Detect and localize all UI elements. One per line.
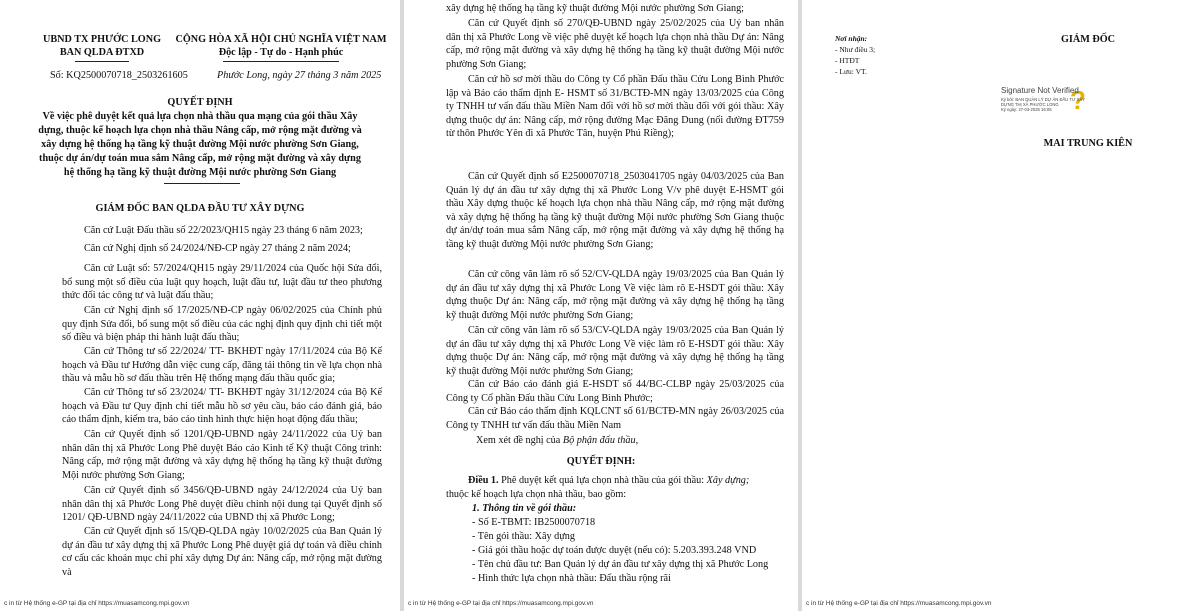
page-footer: c in từ Hệ thống e-GP tại địa chỉ https://muasamcong.mpi.gov.vn — [806, 600, 992, 607]
legal-basis-16: Căn cứ Báo cáo thẩm định KQLCNT số 61/BCTĐ-MN ngày 26/03/2025 của Công ty TNHH tư vấn đấu thầu Miền Nam — [446, 406, 784, 431]
legal-basis-6: Căn cứ Thông tư số 23/2024/ TT- BKHĐT ngày 31/12/2024 của Bộ Kế hoạch và Đầu tư Quy định chi tiết mẫu hồ sơ yêu cầu, báo cáo đánh giá, báo cáo thẩm định, kiểm tra, báo cáo tình hình thực hiện hoạt động đấu thầu; — [62, 387, 382, 426]
article-1: Điều 1. Phê duyệt kết quả lựa chọn nhà thầu của gói thầu: Xây dựng; — [468, 475, 750, 486]
legal-basis-13: Căn cứ công văn làm rõ số 52/CV-QLDA ngày 19/03/2025 của Ban Quản lý dự án đầu tư xây dựng thị xã Phước Long Về việc làm rõ E-HSDT gói thầu: Xây dựng thuộc Dự án: Nâng cấp, mở rộng mặt đường và xây dựng hệ thống hạ tầng kỹ thuật đường Mội nước phường Sơn Giang; — [446, 269, 784, 321]
legal-basis-14: Căn cứ công văn làm rõ số 53/CV-QLDA ngày 19/03/2025 của Ban Quản lý dự án đầu tư xây dựng thị xã Phước Long Về việc làm rõ E-HSDT gói thầu: Xây dựng thuộc Dự án: Nâng cấp, mở rộng mặt đường và xây dựng hệ thống hạ tầng kỹ thuật đường Mội nước phường Sơn Giang; — [446, 325, 784, 377]
signature-detail-2: DỰNG THỊ XÃ PHƯỚC LONG — [1001, 102, 1059, 107]
authority-heading: GIÁM ĐỐC BAN QLDA ĐẦU TƯ XÂY DỰNG — [95, 203, 305, 214]
legal-basis-4: Căn cứ Nghị định số 17/2025/NĐ-CP ngày 06/02/2025 của Chính phủ quy định Sửa đổi, bổ sung một số điều của các nghị định quy định chi tiết một số điều và biện pháp thi hành luật đấu thầu; — [62, 305, 382, 344]
legal-basis-2: Căn cứ Nghị định số 24/2024/NĐ-CP ngày 27 tháng 2 năm 2024; — [84, 243, 351, 254]
signer-name: MAI TRUNG KIÊN — [1043, 138, 1133, 149]
nation-underline — [223, 61, 339, 62]
info-item-price: - Giá gói thầu hoặc dự toán được duyệt (nếu có): 5.203.393.248 VND — [472, 545, 757, 556]
document-page-2 — [404, 0, 798, 611]
legal-basis-11: Căn cứ hồ sơ mời thầu do Công ty Cổ phần Đấu thầu Cửu Long Bình Phước lập và Báo cáo thẩm định E- HSMT số 31/BCTĐ-MN ngày 13/03/2025 của Công ty TNHH tư vấn đấu thầu Miền Nam đối với hồ sơ mời thầu đối với gói thầu: Xây dựng thuộc dự án: Nâng cấp, mở rộng đường Mạc Đăng Dung (nối đường ĐT759 từ thôn Phước Yên đi xã Phước Tân, huyện Phú Riềng); — [446, 74, 784, 140]
info-item-package-name: - Tên gói thầu: Xây dựng — [472, 531, 575, 542]
recipient-1: - Như điều 3; — [835, 45, 876, 54]
proposal-line: Xem xét đề nghị của Bộ phận đấu thầu, — [476, 435, 639, 446]
legal-basis-3: Căn cứ Luật số: 57/2024/QH15 ngày 29/11/2024 của Quốc hội Sửa đổi, bổ sung một số điều của luật quy hoạch, luật đầu tư, luật đầu tư theo phương thức đối tác công tư và luật đấu thầu; — [62, 263, 382, 302]
agency-line-1: UBND TX PHƯỚC LONG — [42, 34, 161, 45]
recipient-2: - HTĐT — [835, 56, 860, 65]
page-footer: c in từ Hệ thống e-GP tại địa chỉ https://muasamcong.mpi.gov.vn — [4, 600, 190, 607]
title-line-3: xây dựng hệ thống hạ tầng kỹ thuật đường Mội nước phường Sơn Giang, — [41, 139, 359, 150]
legal-basis-7: Căn cứ Quyết định số 1201/QĐ-UBND ngày 24/11/2022 của Uỷ ban nhân dân thị xã Phước Long Phê duyệt Báo cáo Kinh tế Kỹ thuật Công trình: Nâng cấp, mở rộng mặt đường và xây dựng hệ thống hạ tầng kỹ thuật đường Mội nước phường Sơn Giang; — [62, 429, 382, 481]
info-heading: 1. Thông tin về gói thầu: — [472, 503, 577, 514]
legal-basis-cont: xây dựng hệ thống hạ tầng kỹ thuật đường Mội nước phường Sơn Giang; — [446, 3, 745, 14]
signature-detail-3: Ký ngày: 27-03-2025 16:05 — [1001, 107, 1052, 112]
article-1-cont: thuộc kế hoạch lựa chọn nhà thầu, bao gồm: — [446, 489, 627, 500]
document-page-1 — [0, 0, 400, 611]
place-date: Phước Long, ngày 27 tháng 3 năm 2025 — [217, 70, 382, 81]
page-footer: c in từ Hệ thống e-GP tại địa chỉ https://muasamcong.mpi.gov.vn — [408, 600, 594, 607]
legal-basis-15: Căn cứ Báo cáo đánh giá E-HSDT số 44/BC-CLBP ngày 25/03/2025 của Công ty Cổ phần Đấu thầu Cửu Long Bình Phước; — [446, 379, 784, 404]
legal-basis-9: Căn cứ Quyết định số 15/QĐ-QLDA ngày 10/02/2025 của Ban Quản lý dự án đầu tư xây dựng thị xã Phước Long Phê duyệt giá dự toán và điều chỉnh cơ cấu các khoản mục chi phí xây dựng Dự án: Nâng cấp, mở rộng mặt đường và — [62, 526, 382, 578]
recipients-label: Nơi nhận: — [835, 34, 868, 43]
legal-basis-8: Căn cứ Quyết định số 3456/QĐ-UBND ngày 24/12/2024 của Uỷ ban nhân dân thị xã Phước Long Phê duyệt điều chỉnh nội dung tại Quyết định số 1201/ QĐ-UBND ngày 24/11/2022 của UBND thị xã Phước Long; — [62, 485, 382, 524]
signature-check-icon: ? — [1070, 85, 1086, 115]
info-item-method: - Hình thức lựa chọn nhà thầu: Đấu thầu rộng rãi — [472, 573, 671, 584]
recipient-3: - Lưu: VT. — [835, 67, 867, 76]
title-line-5: hệ thống hạ tầng kỹ thuật đường Mội nước phường Sơn Giang — [63, 167, 337, 178]
agency-line-2: BAN QLDA ĐTXD — [59, 47, 145, 58]
info-item-investor: - Tên chủ đầu tư: Ban Quản lý dự án đầu tư xây dựng thị xã Phước Long — [472, 559, 769, 570]
title-line-1: Về việc phê duyệt kết quả lựa chọn nhà thầu qua mạng của gói thầu Xây — [42, 111, 358, 122]
signature-status: Signature Not Verified — [1001, 86, 1079, 95]
title-underline — [164, 183, 240, 184]
title-line-4: thuộc dự án/dự toán mua sắm Nâng cấp, mở rộng mặt đường và xây dựng — [39, 153, 361, 164]
nation-line-1: CỘNG HÒA XÃ HỘI CHỦ NGHĨA VIỆT NAM — [175, 34, 387, 45]
legal-basis-10: Căn cứ Quyết định số 270/QĐ-UBND ngày 25/02/2025 của Uỷ ban nhân dân thị xã Phước Long về việc phê duyệt kế hoạch lựa chọn nhà thầu Dự án: Nâng cấp, mở rộng mặt đường và xây dựng hệ thống hạ tầng kỹ thuật đường Mội nước phường Sơn Giang; — [446, 18, 784, 70]
legal-basis-12: Căn cứ Quyết định số E2500070718_2503041705 ngày 04/03/2025 của Ban Quản lý dự án đầu tư xây dựng thị xã Phước Long V/v phê duyệt E-HSMT gói thầu Xây dựng thuộc kế hoạch lựa chọn nhà thầu Nâng cấp, mở rộng mặt đường và xây dựng hệ thống hạ tầng kỹ thuật đường Mội nước phường Sơn Giang thuộc dự án/dự toán mua sắm Nâng cấp, mở rộng mặt đường và xây dựng hệ thống hạ tầng kỹ thuật đường Mội nước phường Sơn Giang; — [446, 171, 784, 250]
title-line-2: dựng, thuộc kế hoạch lựa chọn nhà thầu Nâng cấp, mở rộng mặt đường và — [38, 125, 362, 136]
info-item-tbmt: - Số E-TBMT: IB2500070718 — [472, 517, 596, 528]
nation-line-2: Độc lập - Tự do - Hạnh phúc — [218, 47, 344, 58]
document-page-3 — [802, 0, 1200, 611]
document-number: Số: KQ2500070718_2503261605 — [50, 70, 188, 81]
decision-heading: QUYẾT ĐỊNH: — [566, 456, 636, 467]
legal-basis-1: Căn cứ Luật Đấu thầu số 22/2023/QH15 ngày 23 tháng 6 năm 2023; — [84, 225, 363, 236]
legal-basis-5: Căn cứ Thông tư số 22/2024/ TT- BKHĐT ngày 17/11/2024 của Bộ Kế hoạch và Đầu tư Hướng dẫn việc cung cấp, đăng tải thông tin về lựa chọn nhà thầu và mẫu hồ sơ đấu thầu trên Hệ thống mạng đấu thầu quốc gia; — [62, 346, 382, 385]
agency-underline — [75, 61, 129, 62]
document-type: QUYẾT ĐỊNH — [167, 97, 233, 108]
signer-title: GIÁM ĐỐC — [1060, 34, 1116, 45]
signature-detail-1: Ký bởi: BAN QUẢN LÝ DỰ ÁN ĐẦU TƯ XÂY — [1001, 97, 1086, 102]
